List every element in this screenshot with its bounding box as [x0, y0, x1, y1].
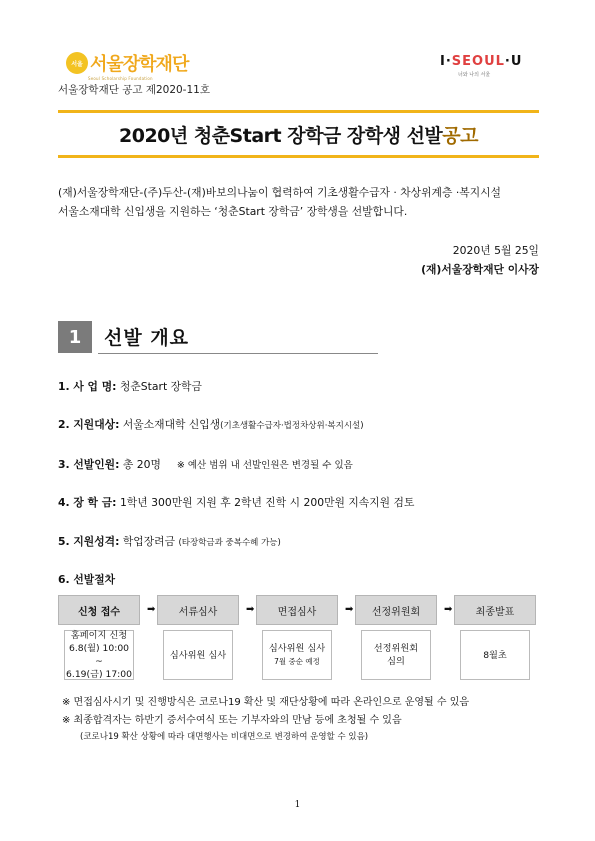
stage-document-review: 서류심사 심사위원 심사 — [157, 595, 239, 680]
title-banner — [58, 110, 539, 158]
issuer: (재)서울장학재단 이사장 — [421, 263, 539, 276]
intro-paragraph: (재)서울장학재단-(주)두산-(재)바보의나눔이 협력하여 기초생활수급자 · 차상위계층 ·복지시설 서울소재대학 신입생을 지원하는 ‘청춘Start 장학금’ 장학생을 선발합니다. — [58, 186, 501, 218]
arrow-right-icon: ➡ — [246, 604, 255, 615]
selection-process-flow — [58, 595, 538, 685]
item-eligibility: 2. 지원대상: 서울소재대학 신입생(기초생활수급자·법정차상위·복지시설) — [58, 418, 364, 431]
stage-interview: 면접심사 심사위원 심사 7월 중순 예정 — [256, 595, 338, 680]
i-seoul-u-logo: I·SEOUL·U 너와 나의 서울 — [440, 54, 523, 78]
foundation-logo-text: 서울장학재단 — [90, 54, 189, 75]
seoul-tagline: 너와 나의 서울 — [458, 72, 491, 78]
section-number-badge: 1 — [58, 321, 92, 353]
note-interview: ※ 면접심사시기 및 진행방식은 코로나19 확산 및 재단상황에 따라 온라인으로 운영될 수 있음 — [62, 697, 470, 708]
item-program-name: 1. 사 업 명: 청춘Start 장학금 — [58, 380, 202, 393]
item-selection-process: 6. 선발절차 — [58, 573, 116, 586]
notice-date: 2020년 5월 25일 — [452, 244, 539, 257]
page-number: 1 — [294, 800, 301, 810]
foundation-logo — [66, 50, 188, 76]
stage-final-announcement: 최종발표 8월초 — [454, 595, 536, 680]
arrow-right-icon: ➡ — [147, 604, 156, 615]
item-support-type: 5. 지원성격: 학업장려금 (타장학금과 중복수혜 가능) — [58, 535, 281, 548]
arrow-right-icon: ➡ — [444, 604, 453, 615]
item-scholarship-amount: 4. 장 학 금: 1학년 300만원 지원 후 2학년 진학 시 200만원 지속지원 검토 — [58, 496, 415, 509]
note-ceremony: ※ 최종합격자는 하반기 증서수여식 또는 기부자와의 만남 등에 초청될 수 있음 — [62, 715, 402, 726]
section-title: 선발 개요 — [104, 327, 190, 349]
item-quota: 3. 선발인원: 총 20명 ※ 예산 범위 내 선발인원은 변경될 수 있음 — [58, 458, 353, 471]
arrow-right-icon: ➡ — [345, 604, 354, 615]
note-covid: (코로나19 확산 상황에 따라 대면행사는 비대면으로 변경하여 운영할 수 있음) — [80, 732, 369, 742]
section-underline — [98, 353, 378, 354]
stage-application: 신청 접수 홈페이지 신청 6.8(월) 10:00 ~ 6.19(금) 17:00 — [58, 595, 140, 680]
page-title: 2020년 청춘Start 장학금 장학생 선발공고 — [119, 124, 478, 147]
notice-number: 서울장학재단 공고 제2020-11호 — [58, 84, 210, 96]
foundation-logo-subtitle: Seoul Scholarship Foundation — [88, 76, 153, 81]
foundation-logo-mark: 서울 — [66, 52, 88, 74]
stage-selection-committee: 선정위원회 선정위원회 심의 — [355, 595, 437, 680]
